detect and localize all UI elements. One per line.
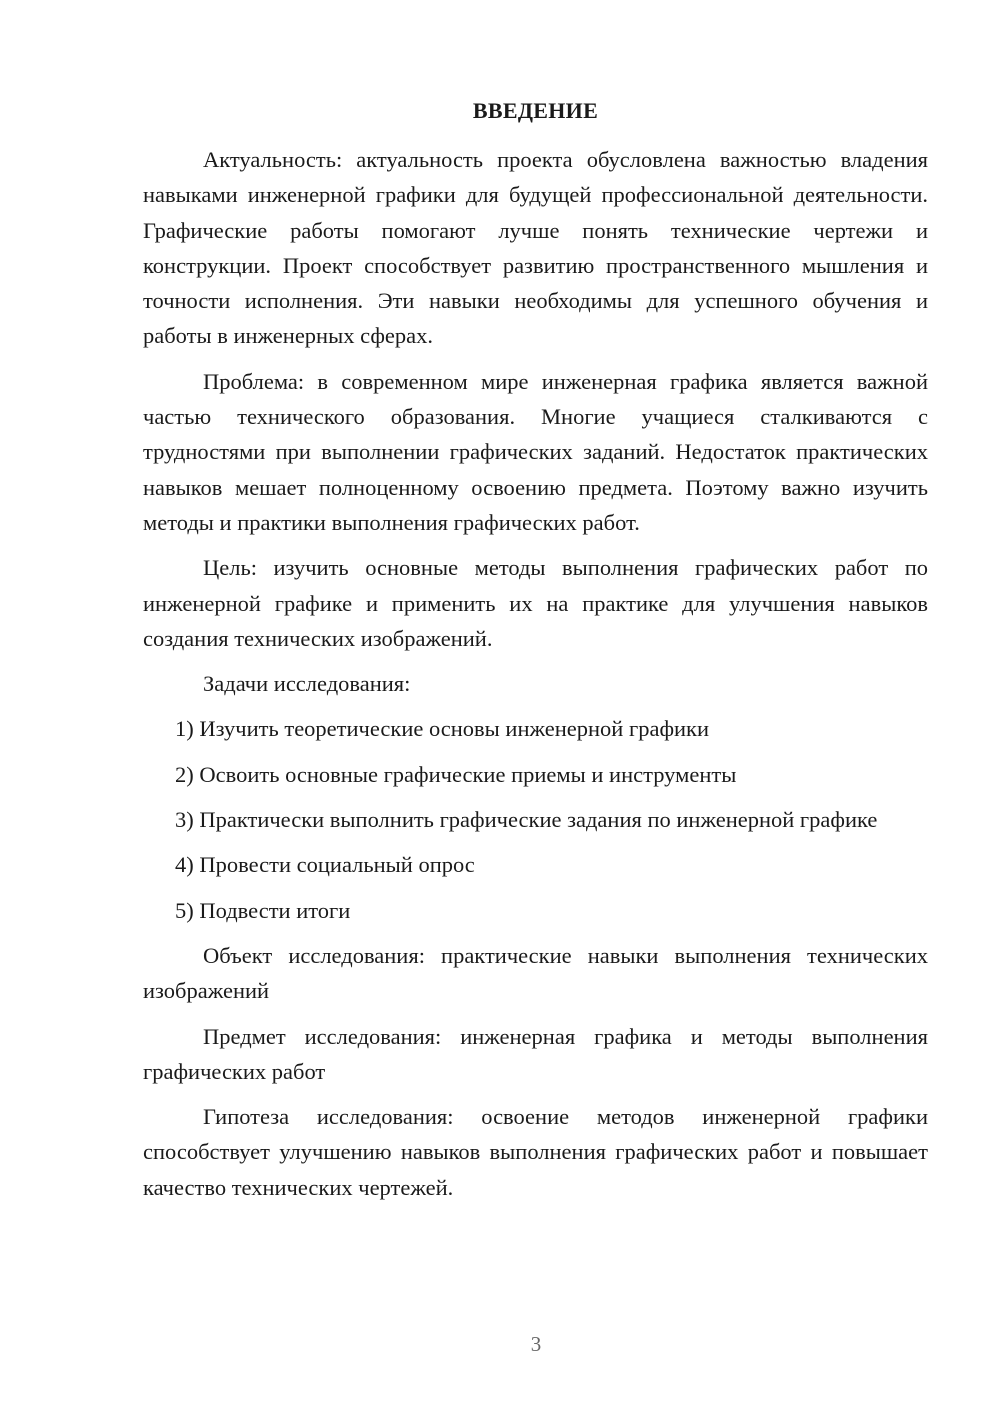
hypothesis-paragraph: Гипотеза исследования: освоение методов инженерной графики способствует улучшению навыков выполнения графических работ и повышает качество технических чертежей. [143, 1104, 928, 1200]
task-item-1: 1) Изучить теоретические основы инженерной графики [175, 716, 710, 742]
subject-paragraph: Предмет исследования: инженерная графика и методы выполнения графических работ [143, 1023, 928, 1084]
task-item-5: 5) Подвести итоги [175, 897, 351, 923]
relevance-paragraph: Актуальность: актуальность проекта обусловлена важностью владения навыками инженерной графики для будущей профессиональной деятельности. Графические работы помогают лучше понять технические чертежи и конструкции. Проект способствует развитию пространственного мышления и точности исполнения. Эти навыки необходимы для успешного обучения и работы в инженерных сферах. [143, 147, 928, 349]
task-item-3: 3) Практически выполнить графические задания по инженерной графике [175, 807, 878, 833]
problem-paragraph: Проблема: в современном мире инженерная графика является важной частью технического образования. Многие учащиеся сталкиваются с трудностями при выполнении графических заданий. Недостаток практических навыков мешает полноценному освоению предмета. Поэтому важно изучить методы и практики выполнения графических работ. [143, 368, 928, 535]
page-number: 3 [530, 1332, 542, 1356]
document-body [143, 142, 928, 1205]
tasks-title: Задачи исследования: [203, 671, 411, 697]
object-paragraph: Объект исследования: практические навыки выполнения технических изображений [143, 942, 928, 1004]
task-item-4: 4) Провести социальный опрос [175, 852, 475, 878]
goal-paragraph: Цель: изучить основные методы выполнения графических работ по инженерной графике и применить их на практике для улучшения навыков создания технических изображений. [143, 555, 928, 651]
task-item-2: 2) Освоить основные графические приемы и инструменты [175, 761, 737, 787]
page-title: ВВЕДЕНИЕ [472, 98, 599, 123]
